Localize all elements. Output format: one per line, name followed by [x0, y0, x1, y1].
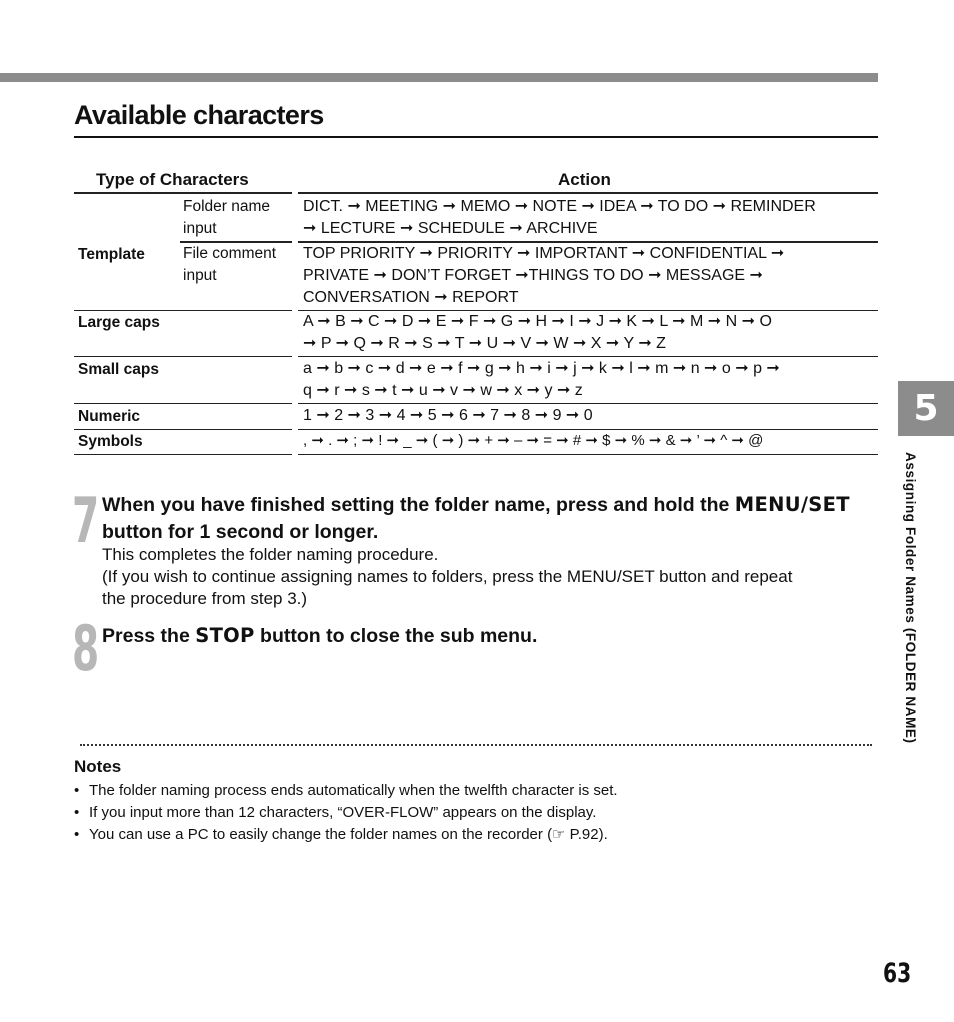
category-large-caps: Large caps [78, 314, 160, 331]
table-rule [74, 403, 292, 404]
table-rule [74, 310, 292, 311]
category-template: Template [78, 246, 145, 263]
table-rule [74, 454, 292, 455]
action-small-caps: a ➞ b ➞ c ➞ d ➞ e ➞ f ➞ g ➞ h ➞ i ➞ j ➞ k ➞ l ➞ m ➞ n ➞ o ➞ p ➞ q ➞ r ➞ s ➞ t ➞ u ➞ v ➞ w ➞ x ➞ y ➞ z [303, 360, 780, 399]
subtype-file-comment-input: File comment input [183, 245, 277, 284]
chapter-tab: 5 [898, 381, 954, 436]
action-folder-name: DICT. ➞ MEETING ➞ MEMO ➞ NOTE ➞ IDEA ➞ TO DO ➞ REMINDER ➞ LECTURE ➞ SCHEDULE ➞ ARCHIVE [303, 198, 816, 237]
table-rule [298, 356, 878, 357]
action-symbols: , ➞ . ➞ ; ➞ ! ➞ _ ➞ ( ➞ ) ➞ + ➞ – ➞ = ➞ # ➞ $ ➞ % ➞ & ➞ ’ ➞ ^ ➞ @ [303, 432, 764, 449]
step-7-number: 7 [72, 484, 100, 557]
table-rule [298, 454, 878, 455]
category-numeric: Numeric [78, 408, 141, 425]
menu-set-key-label: MENU/SET [734, 493, 850, 516]
header-type-of-characters: Type of Characters [96, 170, 249, 189]
stop-key-label: STOP [195, 624, 255, 647]
title-rule [74, 136, 878, 138]
dotted-separator [80, 744, 872, 746]
action-numeric: 1 ➞ 2 ➞ 3 ➞ 4 ➞ 5 ➞ 6 ➞ 7 ➞ 8 ➞ 9 ➞ 0 [303, 407, 593, 424]
table-rule [74, 356, 292, 357]
subtype-folder-name-input: Folder name input [183, 198, 271, 237]
header-bar [0, 73, 878, 82]
table-rule [74, 192, 292, 194]
table-rule [74, 429, 292, 430]
category-small-caps: Small caps [78, 361, 159, 378]
table-rule [298, 403, 878, 404]
action-large-caps: A ➞ B ➞ C ➞ D ➞ E ➞ F ➞ G ➞ H ➞ I ➞ J ➞ K ➞ L ➞ M ➞ N ➞ O ➞ P ➞ Q ➞ R ➞ S ➞ T ➞ U ➞ V ➞ W ➞ X ➞ Y ➞ Z [303, 313, 772, 352]
table-rule [298, 192, 878, 194]
header-action: Action [558, 170, 611, 189]
section-title: Available characters [74, 100, 324, 130]
chapter-side-label: Assigning Folder Names (FOLDER NAME) [903, 452, 918, 744]
action-file-comment: TOP PRIORITY ➞ PRIORITY ➞ IMPORTANT ➞ CONFIDENTIAL ➞ PRIVATE ➞ DON’T FORGET ➞THINGS TO DO ➞ MESSAGE ➞ CONVERSATION ➞ REPORT [303, 245, 785, 306]
note-item: • You can use a PC to easily change the folder names on the recorder (☞ P.92). [74, 826, 608, 843]
step-8-title: Press the STOP button to close the sub menu. [102, 624, 538, 647]
step-8-number: 8 [72, 612, 100, 685]
step-7-title: When you have finished setting the folder name, press and hold the MENU/SET button for 1 second or longer. [102, 493, 850, 543]
note-item: • If you input more than 12 characters, “OVER-FLOW” appears on the display. [74, 804, 597, 821]
page-number: 63 [883, 958, 912, 989]
category-symbols: Symbols [78, 433, 143, 450]
note-item: • The folder naming process ends automatically when the twelfth character is set. [74, 782, 618, 799]
notes-title: Notes [74, 757, 122, 776]
step-7-body: This completes the folder naming procedure. (If you wish to continue assigning names to folders, press the MENU/SET button and repeat the procedure from step 3.) [102, 545, 793, 608]
